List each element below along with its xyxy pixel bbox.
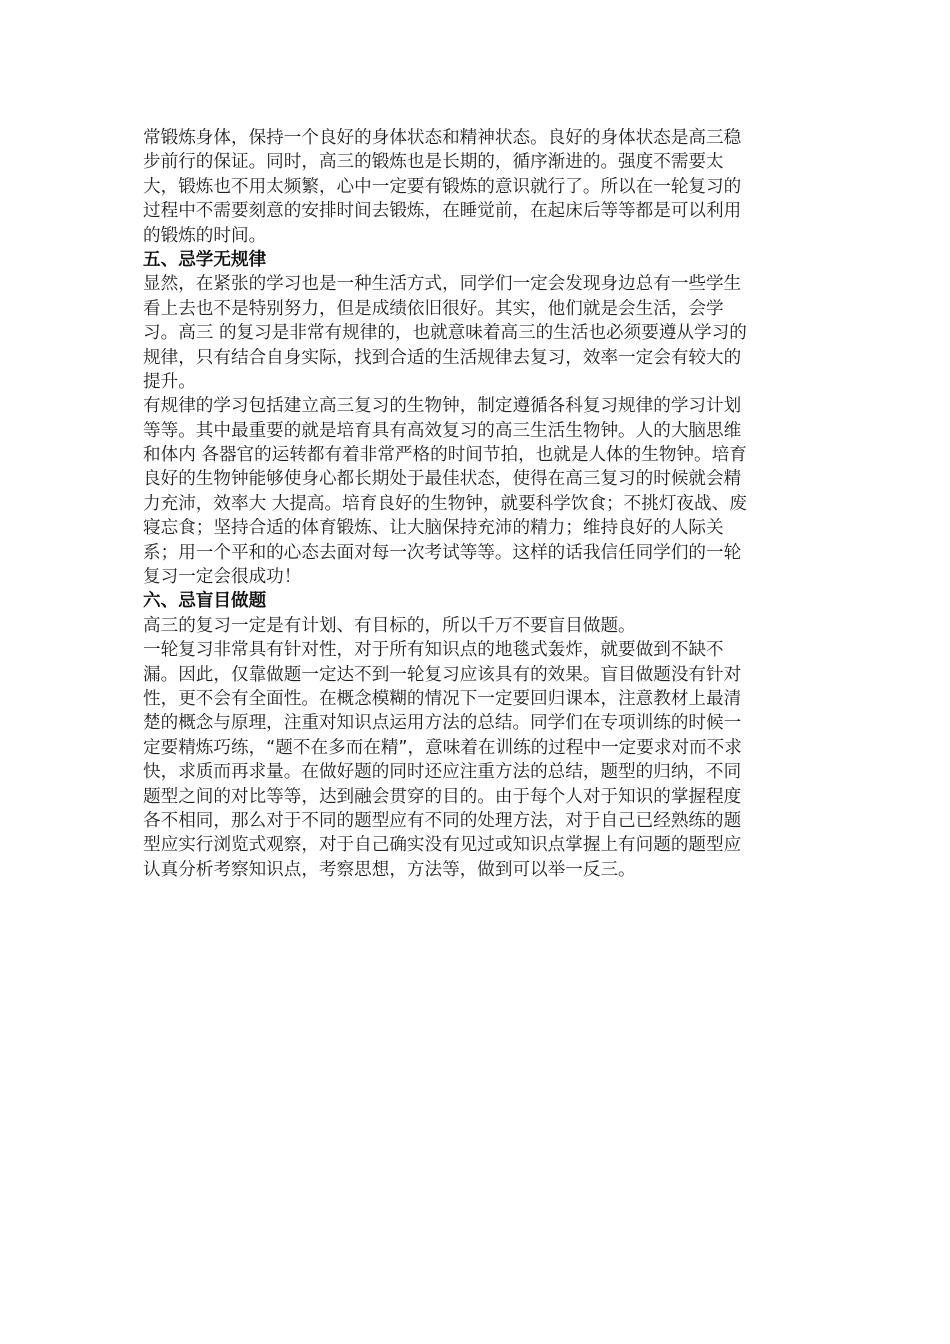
document-body (143, 126, 809, 882)
text-line: 习。高三 的复习是非常有规律的，也就意味着高三的生活也必须要遵从学习的 (143, 323, 747, 344)
text-line: 规律，只有结合自身实际，找到合适的生活规律去复习，效率一定会有较大的 (143, 347, 742, 368)
text-line: 力充沛，效率大 大提高。培育良好的生物钟，就要科学饮食；不挑灯夜战、废 (143, 493, 747, 514)
text-line: 步前行的保证。同时，高三的锻炼也是长期的，循序渐进的。强度不需要太 (143, 152, 724, 173)
text-line: 高三的复习一定是有计划、有目标的，所以千万不要盲目做题。 (143, 615, 636, 636)
text-line: 系；用一个平和的心态去面对每一次考试等等。这样的话我信任同学们的一轮 (143, 542, 742, 563)
text-line: 和体内 各器官的运转都有着非常严格的时间节拍，也就是人体的生物钟。培育 (143, 445, 747, 466)
text-line: 良好的生物钟能够使身心都长期处于最佳状态，使得在高三复习的时候就会精 (143, 469, 742, 490)
text-line: 题型之间的对比等等，达到融会贯穿的目的。由于每个人对于知识的掌握程度 (143, 786, 742, 807)
text-line: 寝忘食；坚持合适的体育锻炼、让大脑保持充沛的精力；维持良好的人际关 (143, 518, 724, 539)
text-line: 复习一定会很成功！ (143, 567, 302, 588)
text-line: 等等。其中最重要的就是培育具有高效复习的高三生活生物钟。人的大脑思维 (143, 420, 742, 441)
text-line: 提升。 (143, 371, 196, 392)
text-line: 快，求质而再求量。在做好题的同时还应注重方法的总结，题型的归纳，不同 (143, 762, 742, 783)
section-heading-6: 六、忌盲目做题 (143, 591, 267, 612)
paragraph-plan (143, 614, 809, 638)
text-line: 定要精炼巧练，“题不在多而在精”，意味着在训练的过程中一定要求对而不求 (143, 737, 742, 758)
text-line: 显然，在紧张的学习也是一种生活方式，同学们一定会发现身边总有一些学生 (143, 274, 742, 295)
text-line: 大，锻炼也不用太频繁，心中一定要有锻炼的意识就行了。所以在一轮复习的 (143, 176, 742, 197)
paragraph-targeted-review (143, 638, 809, 882)
paragraph-regular-life (143, 272, 809, 394)
text-line: 性，更不会有全面性。在概念模糊的情况下一定要回归课本，注意教材上最清 (143, 688, 742, 709)
text-line: 漏。因此，仅靠做题一定达不到一轮复习应该具有的效果。盲目做题没有针对 (143, 664, 742, 685)
text-line: 的锻炼的时间。 (143, 225, 267, 246)
text-line: 过程中不需要刻意的安排时间去锻炼，在睡觉前，在起床后等等都是可以利用 (143, 201, 742, 222)
text-line: 型应实行浏览式观察，对于自己确实没有见过或知识点掌握上有问题的题型应 (143, 835, 742, 856)
paragraph-exercise (143, 126, 809, 248)
text-line: 各不相同，那么对于不同的题型应有不同的处理方法，对于自己已经熟练的题 (143, 810, 742, 831)
text-line: 看上去也不是特别努力，但是成绩依旧很好。其实，他们就是会生活，会学 (143, 298, 724, 319)
text-line: 认真分析考察知识点，考察思想，方法等，做到可以举一反三。 (143, 859, 636, 880)
text-line: 有规律的学习包括建立高三复习的生物钟，制定遵循各科复习规律的学习计划 (143, 396, 742, 417)
paragraph-biological-clock (143, 394, 809, 589)
text-line: 一轮复习非常具有针对性，对于所有知识点的地毯式轰炸，就要做到不缺不 (143, 640, 724, 661)
section-heading-5: 五、忌学无规律 (143, 249, 267, 270)
text-line: 楚的概念与原理，注重对知识点运用方法的总结。同学们在专项训练的时候一 (143, 713, 742, 734)
text-line: 常锻炼身体，保持一个良好的身体状态和精神状态。良好的身体状态是高三稳 (143, 128, 742, 148)
